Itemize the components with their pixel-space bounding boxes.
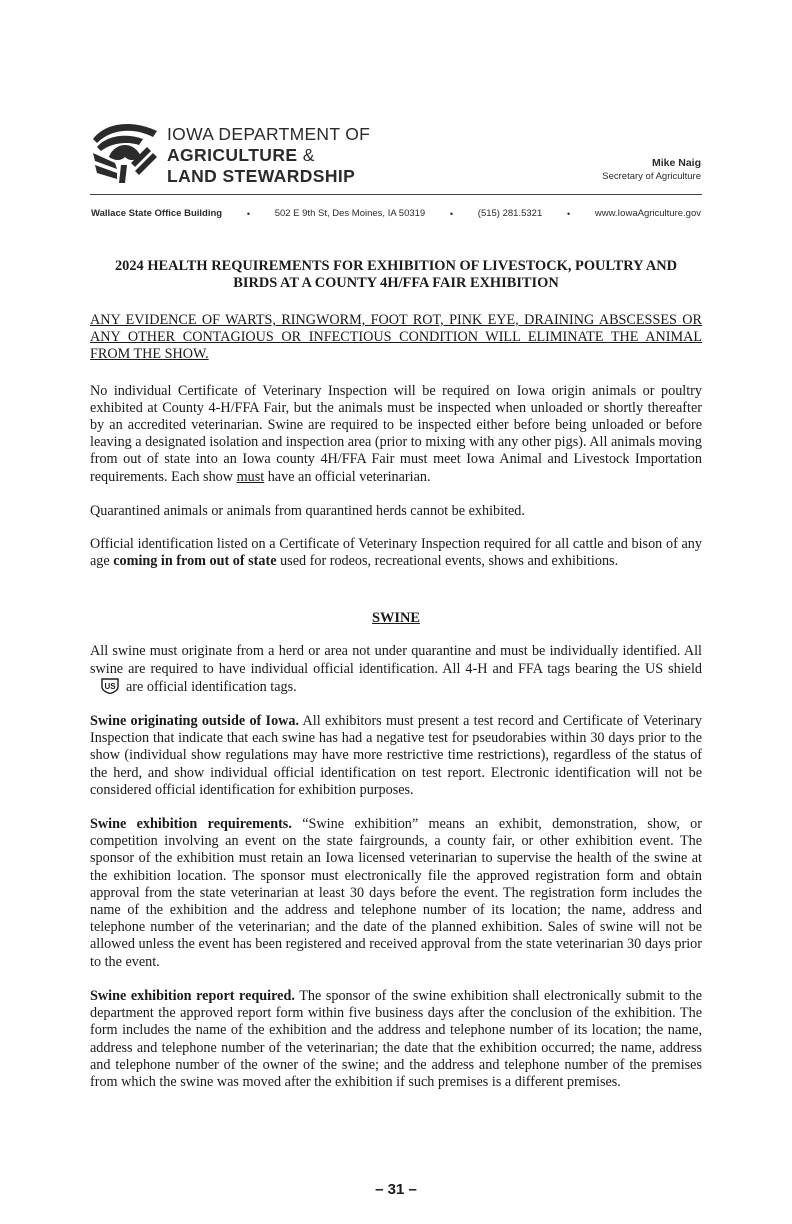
org-line-2 [167, 145, 370, 166]
org-line-2-text: AGRICULTURE [167, 145, 298, 165]
swine-out-of-state-heading: Swine originating outside of Iowa. [90, 713, 300, 730]
secretary-name: Mike Naig [651, 157, 701, 169]
building-name: Wallace State Office Building [91, 208, 223, 219]
identification-text-a: Official identification listed on a Certificate of Veterinary Inspection required for all cattle and bison of any age [90, 536, 702, 570]
org-line-1: IOWA DEPARTMENT OF [167, 124, 371, 144]
iowa-agriculture-logo-icon [91, 117, 159, 185]
swine-out-of-state-text: All exhibitors must present a test record and Certificate of Veterinary Inspection that indicate that each swine has had a negative test for pseudorabies within 30 days prior to the show (individual show regulations may have more restrictive time restrictions), regardless of the status of the herd, and show individual official identification on test report. Electronic identification will not be considered official identification for exhibition purposes. [90, 713, 702, 798]
organization-name [167, 124, 370, 187]
document-title: 2024 HEALTH REQUIREMENTS FOR EXHIBITION OF LIVESTOCK, POULTRY AND BIRDS AT A COUNTY 4H/FFA FAIR EXHIBITION [114, 258, 678, 291]
swine-requirements-text: “Swine exhibition” means an exhibit, demonstration, show, or competition involving an event on the state fairgrounds, a county fair, or other exhibition event. The sponsor of the exhibition must retain an Iowa licensed veterinarian to supervise the health of the swine at the exhibition location. The sponsor must electronically file the approved registration form and obtain approval from the state veterinarian at least 30 days before the event. The registration form includes the name of the exhibition and the address and telephone number of its location; the name, address and telephone number of the veterinarian; and the date of the planned exhibition. Sales of swine will not be allowed unless the event has been registered and received approval from the state veterinarian 30 days prior to the event. [90, 816, 702, 970]
secretary-title: Secretary of Agriculture [602, 171, 701, 182]
swine-origin-paragraph [90, 643, 702, 696]
swine-heading: SWINE [372, 610, 420, 627]
warning-notice: ANY EVIDENCE OF WARTS, RINGWORM, FOOT ROT, PINK EYE, DRAINING ABSCESSES OR ANY OTHER CONTAGIOUS OR INFECTIOUS CONDITION WILL ELIMINATE THE ANIMAL FROM THE SHOW. [90, 312, 702, 363]
inspection-text-b: have an official veterinarian. [264, 468, 431, 485]
contact-line [91, 208, 701, 219]
swine-requirements-paragraph [90, 816, 702, 971]
quarantine-paragraph: Quarantined animals or animals from quarantined herds cannot be exhibited. [90, 502, 525, 519]
swine-origin-text-b: are official identification tags. [126, 678, 297, 695]
identification-paragraph [90, 536, 702, 570]
street-address: 502 E 9th St, Des Moines, IA 50319 [274, 208, 426, 219]
inspection-text-a: No individual Certificate of Veterinary Inspection will be required on Iowa origin animals or poultry exhibited at County 4-H/FFA Fair, but the animals must be inspected when unloaded or shortly thereafter by an accredited veterinarian. Swine are required to be inspected either before being unloaded or before leaving a designated isolation and inspection area (prior to mixing with any other pigs). All animals moving from out of state into an Iowa county 4H/FFA Fair must meet Iowa Animal and Livestock Importation requirements. Each show [90, 382, 702, 485]
website-link[interactable]: www.IowaAgriculture.gov [594, 208, 701, 219]
org-ampersand: & [302, 145, 315, 165]
inspection-paragraph [90, 383, 702, 486]
org-line-3: LAND STEWARDSHIP [167, 166, 356, 186]
page-number: – 31 – [375, 1181, 417, 1198]
us-shield-label: US [104, 681, 116, 691]
us-shield-icon [100, 678, 120, 694]
separator-dot: • [246, 208, 250, 219]
swine-report-text: The sponsor of the swine exhibition shall electronically submit to the department the approved report form within five business days after the conclusion of the exhibition. The form includes the name of the exhibition and the address and telephone number of its location; the name, address and telephone number of the veterinarian; the date that the exhibition occurred; the name, address and telephone number of the owner of the swine; and the address and telephone number of the premises from which the swine was moved after the exhibition if such premises is a different premises. [90, 987, 702, 1090]
swine-report-heading: Swine exhibition report required. [90, 987, 295, 1004]
secretary-block [602, 156, 701, 183]
identification-text-b: used for rodeos, recreational events, shows and exhibitions. [276, 553, 619, 570]
phone-number: (515) 281.5321 [477, 208, 543, 219]
separator-dot: • [449, 208, 454, 219]
swine-origin-text-a: All swine must originate from a herd or area not under quarantine and must be individually identified. All swine are required to have individual official identification. All 4-H and FFA tags bearing the US shield [90, 643, 702, 677]
document-body [90, 258, 702, 1091]
out-of-state-emphasis: coming in from out of state [113, 553, 277, 570]
must-emphasis: must [236, 468, 265, 485]
swine-out-of-state-paragraph [90, 713, 702, 799]
letterhead-divider [90, 194, 702, 195]
swine-report-paragraph [90, 988, 702, 1091]
swine-requirements-heading: Swine exhibition requirements. [90, 816, 292, 833]
separator-dot: • [566, 208, 571, 219]
